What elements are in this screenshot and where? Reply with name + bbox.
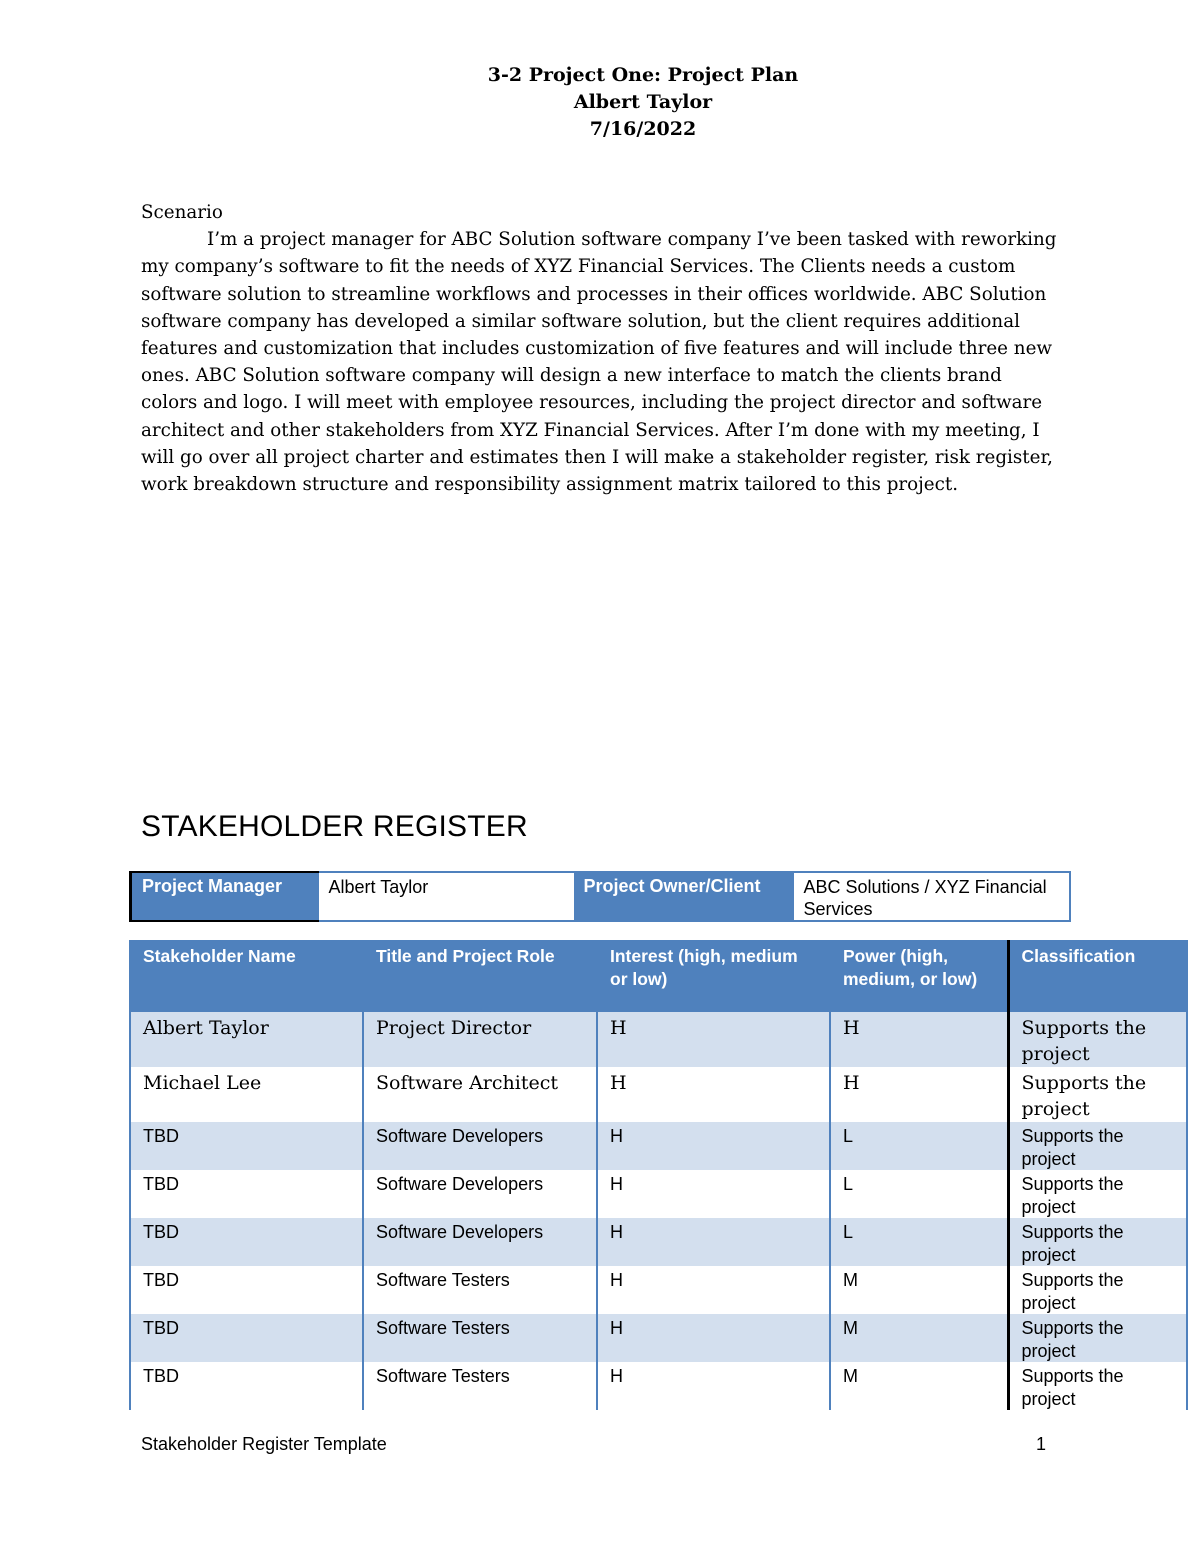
document-author: Albert Taylor [573, 91, 713, 113]
cell-stakeholder-name: Albert Taylor [130, 1012, 363, 1067]
cell-interest: H [597, 1266, 830, 1314]
project-owner-value: ABC Solutions / XYZ Financial Services [794, 872, 1070, 921]
cell-stakeholder-name: Michael Lee [130, 1067, 363, 1122]
table-row [130, 1012, 1187, 1067]
page-number: 1 [1036, 1434, 1047, 1454]
cell-power: H [830, 1012, 1008, 1067]
cell-title-role: Software Developers [363, 1218, 597, 1266]
cell-interest: H [597, 1218, 830, 1266]
cell-classification: Supports the project [1008, 1170, 1187, 1218]
project-manager-label: Project Manager [131, 872, 319, 921]
cell-classification: Supports the project [1008, 1012, 1187, 1067]
cell-classification: Supports the project [1008, 1266, 1187, 1314]
scenario-text: I’m a project manager for ABC Solution software company I’ve been tasked with reworking my company’s software to fit the needs of XYZ Financial Services. The Clients needs a custom software solution to streamline workflows and processes in their offices worldwide. ABC Solution software company has developed a similar software solution, but the client requires additional features and customization that includes customization of five features and will include three new ones. ABC Solution software company will design a new interface to match the clients brand colors and logo. I will meet with employee resources, including the project director and software architect and other stakeholders from XYZ Financial Services. After I’m done with my meeting, I will go over all project charter and estimates then I will make a stakeholder register, risk register, work breakdown structure and responsibility assignment matrix tailored to this project. [141, 229, 1057, 496]
document-title: 3-2 Project One: Project Plan [487, 64, 799, 86]
cell-title-role: Software Testers [363, 1314, 597, 1362]
project-manager-value: Albert Taylor [319, 872, 574, 921]
column-header-stakeholder-name: Stakeholder Name [130, 941, 363, 1012]
cell-interest: H [597, 1362, 830, 1410]
stakeholder-header-row [130, 941, 1187, 1012]
cell-power: L [830, 1122, 1008, 1170]
column-header-title-role: Title and Project Role [363, 941, 597, 1012]
cell-title-role: Software Testers [363, 1362, 597, 1410]
column-header-classification: Classification [1008, 941, 1187, 1012]
table-row [130, 1170, 1187, 1218]
cell-title-role: Software Testers [363, 1266, 597, 1314]
cell-classification: Supports the project [1008, 1067, 1187, 1122]
cell-stakeholder-name: TBD [130, 1266, 363, 1314]
cell-interest: H [597, 1067, 830, 1122]
cell-interest: H [597, 1012, 830, 1067]
cell-stakeholder-name: TBD [130, 1362, 363, 1410]
cell-title-role: Project Director [363, 1012, 597, 1067]
table-row [130, 1122, 1187, 1170]
stakeholder-table [129, 940, 1188, 1410]
table-row [130, 1067, 1187, 1122]
cell-title-role: Software Developers [363, 1170, 597, 1218]
document-header [0, 62, 1200, 143]
cell-power: M [830, 1266, 1008, 1314]
column-header-interest: Interest (high, medium or low) [597, 941, 830, 1012]
cell-classification: Supports the project [1008, 1218, 1187, 1266]
cell-interest: H [597, 1314, 830, 1362]
cell-stakeholder-name: TBD [130, 1122, 363, 1170]
cell-power: L [830, 1218, 1008, 1266]
project-info-table [129, 871, 1071, 922]
register-title: STAKEHOLDER REGISTER [141, 810, 528, 843]
cell-power: L [830, 1170, 1008, 1218]
table-row [130, 1314, 1187, 1362]
cell-stakeholder-name: TBD [130, 1170, 363, 1218]
document-date: 7/16/2022 [589, 118, 697, 140]
table-row [130, 1218, 1187, 1266]
project-owner-label: Project Owner/Client [574, 872, 794, 921]
cell-power: M [830, 1314, 1008, 1362]
cell-interest: H [597, 1122, 830, 1170]
cell-title-role: Software Developers [363, 1122, 597, 1170]
cell-title-role: Software Architect [363, 1067, 597, 1122]
cell-power: M [830, 1362, 1008, 1410]
cell-classification: Supports the project [1008, 1362, 1187, 1410]
table-row [130, 1266, 1187, 1314]
cell-stakeholder-name: TBD [130, 1218, 363, 1266]
cell-power: H [830, 1067, 1008, 1122]
cell-stakeholder-name: TBD [130, 1314, 363, 1362]
scenario-label: Scenario [141, 202, 223, 223]
scenario-section [141, 199, 1061, 498]
cell-classification: Supports the project [1008, 1314, 1187, 1362]
cell-interest: H [597, 1170, 830, 1218]
footer-text: Stakeholder Register Template [141, 1434, 387, 1454]
cell-classification: Supports the project [1008, 1122, 1187, 1170]
project-info-row [131, 872, 1070, 921]
column-header-power: Power (high, medium, or low) [830, 941, 1008, 1012]
table-row [130, 1362, 1187, 1410]
